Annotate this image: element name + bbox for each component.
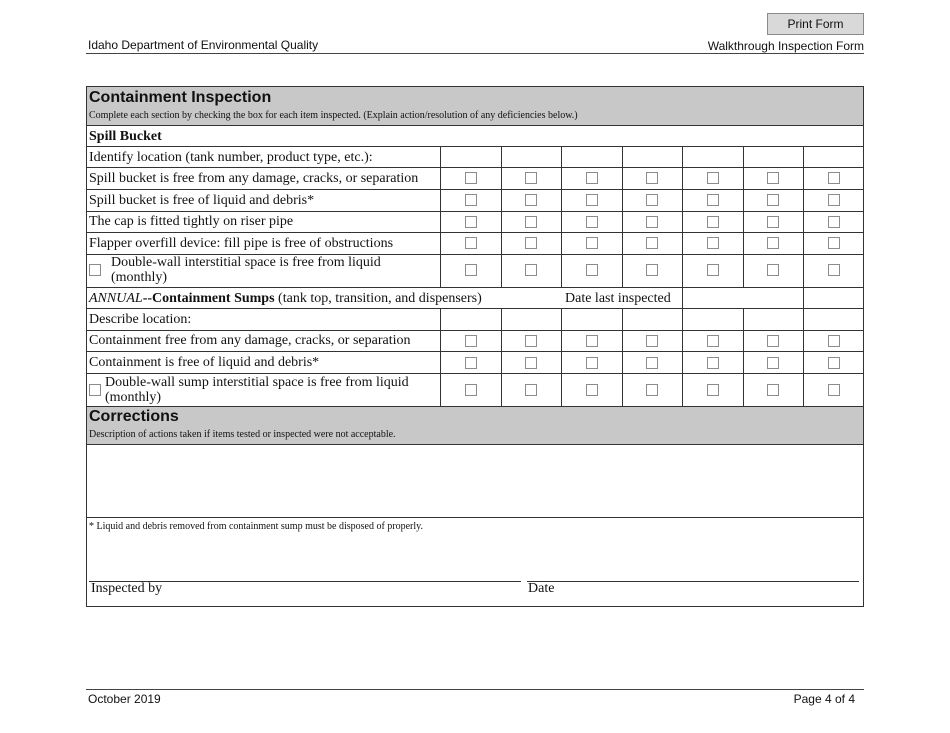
containment-title: Containment Inspection [89, 89, 272, 106]
column-line [561, 308, 562, 406]
describe-location-label: Describe location: [89, 312, 192, 327]
checkbox[interactable] [465, 357, 477, 369]
checkbox[interactable] [828, 172, 840, 184]
column-line [743, 146, 744, 287]
annual-suffix: (tank top, transition, and dispensers) [274, 291, 482, 306]
row-line [87, 308, 863, 309]
print-form-button[interactable]: Print Form [767, 13, 864, 35]
checkbox[interactable] [646, 335, 658, 347]
checkbox[interactable] [465, 264, 477, 276]
checkbox[interactable] [767, 194, 779, 206]
spill-item-2: Spill bucket is free of liquid and debris* [89, 193, 315, 208]
checkbox[interactable] [525, 216, 537, 228]
row-line [87, 189, 863, 190]
inspected-by-label: Inspected by [91, 581, 163, 596]
checkbox[interactable] [646, 172, 658, 184]
checkbox[interactable] [525, 237, 537, 249]
checkbox[interactable] [646, 237, 658, 249]
row-line [87, 211, 863, 212]
checkbox[interactable] [525, 384, 537, 396]
checkbox[interactable] [828, 357, 840, 369]
spill-item-3: The cap is fitted tightly on riser pipe [89, 214, 294, 229]
column-line [743, 308, 744, 406]
corrections-title: Corrections [89, 408, 179, 425]
footer-page: Page 4 of 4 [793, 692, 855, 706]
checkbox[interactable] [828, 335, 840, 347]
checkbox[interactable] [707, 357, 719, 369]
checkbox[interactable] [707, 237, 719, 249]
checkbox[interactable] [707, 194, 719, 206]
checkbox[interactable] [465, 194, 477, 206]
row-line [87, 287, 863, 288]
checkbox[interactable] [465, 237, 477, 249]
checkbox[interactable] [707, 384, 719, 396]
checkbox[interactable] [586, 384, 598, 396]
checkbox[interactable] [465, 216, 477, 228]
checkbox[interactable] [525, 357, 537, 369]
column-line [682, 287, 683, 308]
checkbox[interactable] [707, 264, 719, 276]
sump-item-2: Containment is free of liquid and debris* [89, 355, 320, 370]
checkbox[interactable] [767, 216, 779, 228]
date-label: Date [528, 581, 555, 596]
corrections-header-band [87, 406, 863, 444]
checkbox[interactable] [586, 264, 598, 276]
checkbox[interactable] [767, 172, 779, 184]
checkbox[interactable] [646, 264, 658, 276]
sump-item-1: Containment free from any damage, cracks, or separation [89, 333, 411, 348]
column-line [803, 308, 804, 406]
annual-sumps-heading [89, 291, 482, 306]
row-line [87, 406, 863, 407]
date-last-inspected-label: Date last inspected [565, 291, 671, 306]
row-line [87, 330, 863, 331]
sump-double-wall-checkbox[interactable] [89, 384, 101, 396]
row-line [87, 125, 863, 126]
double-wall-checkbox[interactable] [89, 264, 101, 276]
form-name: Walkthrough Inspection Form [707, 39, 864, 53]
checkbox[interactable] [525, 335, 537, 347]
header-rule [86, 53, 864, 54]
column-line [440, 146, 441, 287]
checkbox[interactable] [586, 357, 598, 369]
checkbox[interactable] [525, 172, 537, 184]
checkbox[interactable] [586, 335, 598, 347]
checkbox[interactable] [465, 335, 477, 347]
row-line [87, 232, 863, 233]
identify-location-label: Identify location (tank number, product type, etc.): [89, 150, 373, 165]
column-line [501, 308, 502, 406]
checkbox[interactable] [767, 384, 779, 396]
footer-rule [86, 689, 864, 690]
checkbox[interactable] [707, 216, 719, 228]
disposal-note: * Liquid and debris removed from containment sump must be disposed of properly. [89, 521, 424, 532]
checkbox[interactable] [646, 384, 658, 396]
annual-heading: --Containment Sumps [142, 291, 275, 306]
spill-item-1: Spill bucket is free from any damage, cracks, or separation [89, 171, 419, 186]
checkbox[interactable] [646, 216, 658, 228]
checkbox[interactable] [465, 172, 477, 184]
checkbox[interactable] [828, 216, 840, 228]
checkbox[interactable] [586, 172, 598, 184]
checkbox[interactable] [767, 264, 779, 276]
annual-prefix: ANNUAL [89, 291, 143, 306]
checkbox[interactable] [646, 357, 658, 369]
checkbox[interactable] [586, 237, 598, 249]
column-line [803, 287, 804, 308]
row-line [87, 167, 863, 168]
column-line [803, 146, 804, 287]
sump-double-wall-label-line1: Double-wall sump interstitial space is free from liquid [105, 375, 409, 390]
spill-item-4: Flapper overfill device: fill pipe is free of obstructions [89, 236, 394, 251]
containment-instructions: Complete each section by checking the box for each item inspected. (Explain action/resolution of any deficiencies below.) [89, 110, 578, 121]
column-line [561, 146, 562, 287]
column-line [682, 308, 683, 406]
spill-bucket-heading: Spill Bucket [89, 129, 162, 144]
checkbox[interactable] [525, 194, 537, 206]
checkbox[interactable] [828, 264, 840, 276]
row-line [87, 517, 863, 518]
checkbox[interactable] [828, 194, 840, 206]
checkbox[interactable] [525, 264, 537, 276]
checkbox[interactable] [767, 335, 779, 347]
sump-double-wall-label-line2: (monthly) [105, 390, 161, 405]
double-wall-label-line2: (monthly) [111, 270, 167, 285]
column-line [622, 146, 623, 287]
checkbox[interactable] [707, 335, 719, 347]
corrections-text-area[interactable] [87, 445, 863, 516]
agency-name: Idaho Department of Environmental Quality [88, 38, 319, 52]
checkbox[interactable] [586, 194, 598, 206]
corrections-description: Description of actions taken if items tested or inspected were not acceptable. [89, 429, 396, 440]
row-line [87, 373, 863, 374]
column-line [440, 308, 441, 406]
column-line [501, 146, 502, 287]
date-field[interactable] [527, 581, 859, 582]
column-line [622, 308, 623, 406]
column-line [682, 146, 683, 287]
checkbox[interactable] [767, 237, 779, 249]
checkbox[interactable] [465, 384, 477, 396]
row-line [87, 146, 863, 147]
checkbox[interactable] [646, 194, 658, 206]
checkbox[interactable] [828, 237, 840, 249]
checkbox[interactable] [707, 172, 719, 184]
double-wall-label-line1: Double-wall interstitial space is free from liquid [111, 255, 381, 270]
row-line [87, 351, 863, 352]
checkbox[interactable] [586, 216, 598, 228]
footer-date: October 2019 [88, 692, 161, 706]
inspection-form [86, 86, 864, 607]
checkbox[interactable] [828, 384, 840, 396]
containment-header-band [87, 87, 863, 125]
checkbox[interactable] [767, 357, 779, 369]
